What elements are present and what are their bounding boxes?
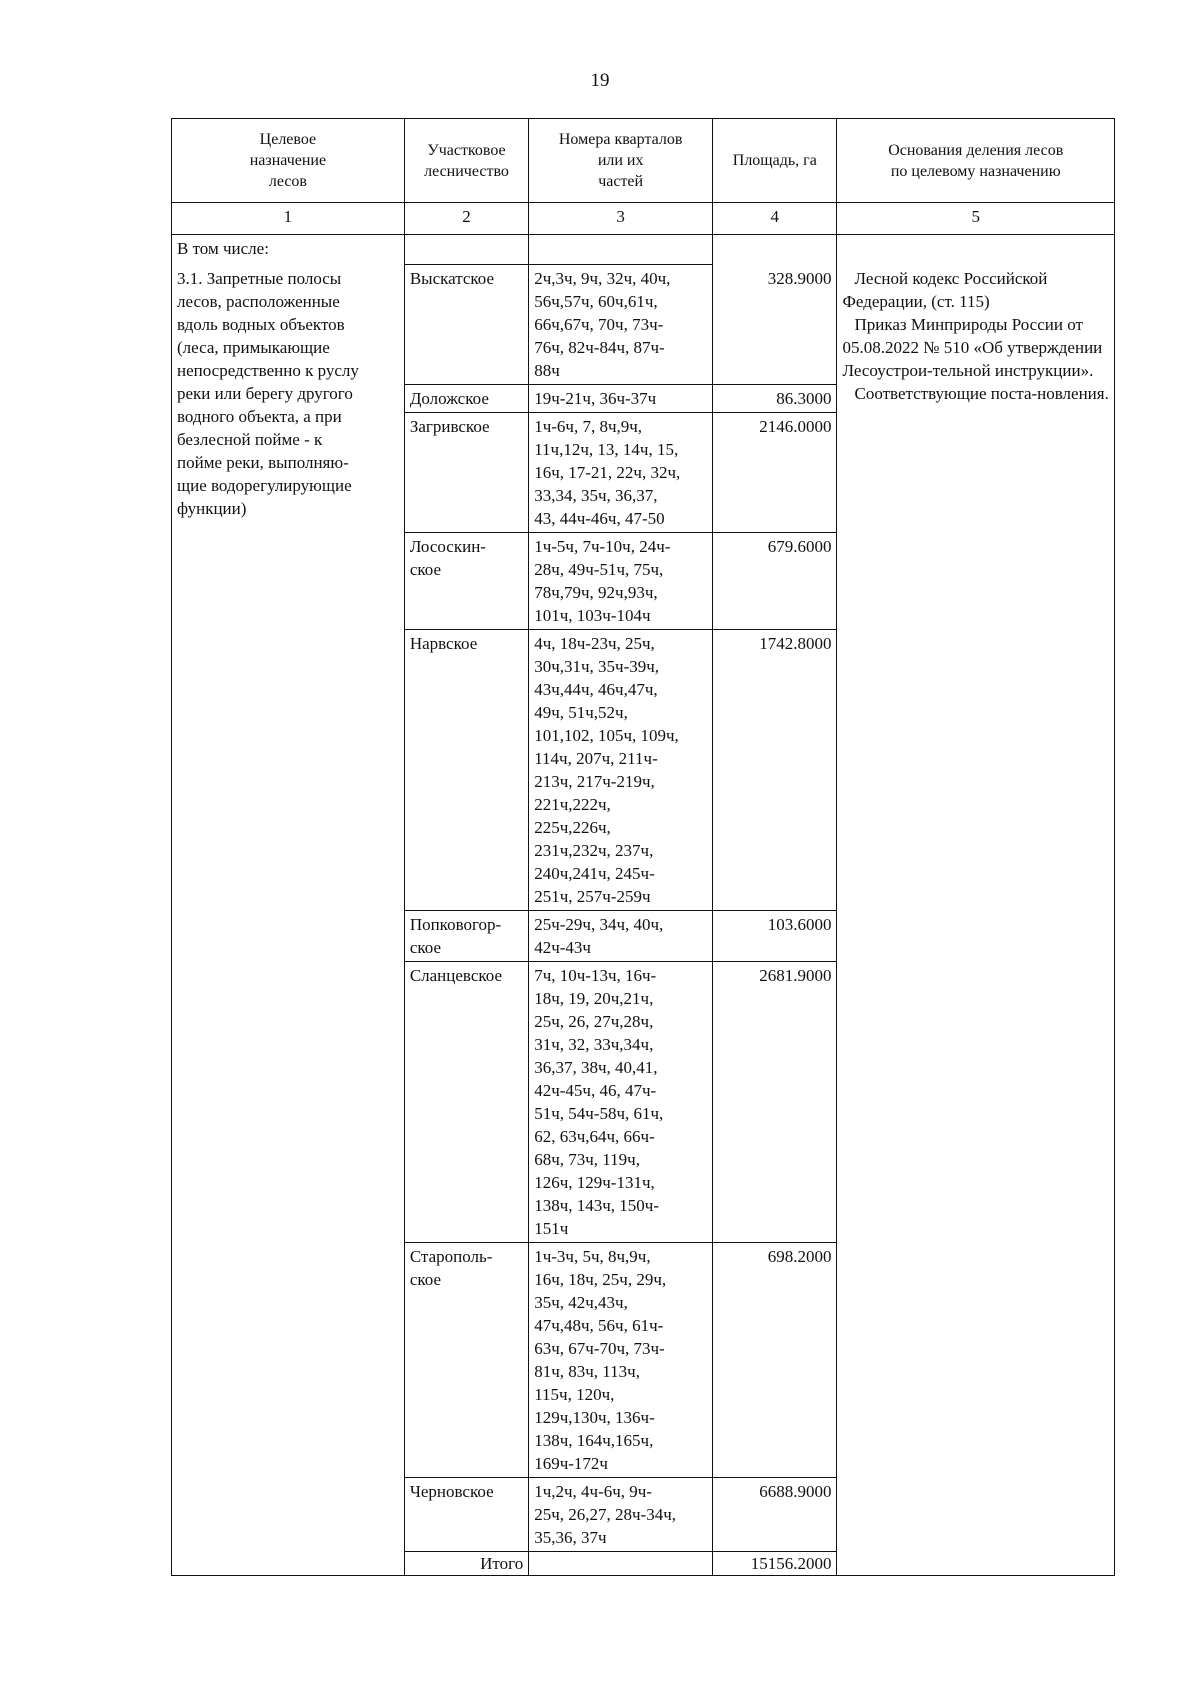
- header-forestry: Участковое лесничество: [404, 119, 528, 203]
- quarters-cell: 2ч,3ч, 9ч, 32ч, 40ч, 56ч,57ч, 60ч,61ч, 66ч,67ч, 70ч, 73ч- 76ч, 82ч-84ч, 87ч- 88ч: [529, 265, 713, 385]
- basis-line: Соответствующие поста-новления.: [854, 383, 1109, 403]
- header-basis: Основания деления лесов по целевому назначению: [837, 119, 1115, 203]
- purpose-cell: 3.1. Запретные полосы лесов, расположенные вдоль водных объектов (леса, примыкающие непосредственно к руслу реки или берегу другого водного объекта, а при безлесной пойме - к пойме реки, выполняю- щие водорегулирующие функции): [172, 265, 405, 1576]
- area-cell: 2681.9000: [713, 962, 837, 1243]
- empty-cell: [529, 235, 713, 265]
- area-cell: 2146.0000: [713, 413, 837, 533]
- forestry-cell: Старополь- ское: [404, 1243, 528, 1478]
- forestry-cell: Лососкин- ское: [404, 533, 528, 630]
- basis-line: Приказ Минприроды России от 05.08.2022 № 510 «Об утверждении Лесоустрои-тельной инструкции».: [842, 314, 1103, 380]
- area-cell: 86.3000: [713, 385, 837, 413]
- empty-cell: [837, 235, 1115, 265]
- basis-cell: [837, 265, 1115, 1576]
- area-cell: 1742.8000: [713, 630, 837, 911]
- area-cell: 698.2000: [713, 1243, 837, 1478]
- total-area: 15156.2000: [713, 1552, 837, 1576]
- column-number: 4: [713, 203, 837, 235]
- column-number-row: [172, 203, 1115, 235]
- column-number: 2: [404, 203, 528, 235]
- page-number: 19: [590, 70, 610, 91]
- empty-cell: [713, 235, 837, 265]
- quarters-cell: 1ч-5ч, 7ч-10ч, 24ч- 28ч, 49ч-51ч, 75ч, 78ч,79ч, 92ч,93ч, 101ч, 103ч-104ч: [529, 533, 713, 630]
- area-cell: 328.9000: [713, 265, 837, 385]
- quarters-cell: 1ч-6ч, 7, 8ч,9ч, 11ч,12ч, 13, 14ч, 15, 16ч, 17-21, 22ч, 32ч, 33,34, 35ч, 36,37, 43, 44ч-46ч, 47-50: [529, 413, 713, 533]
- forest-purpose-table: [171, 118, 1115, 1576]
- forestry-cell: Доложское: [404, 385, 528, 413]
- quarters-cell: 1ч,2ч, 4ч-6ч, 9ч- 25ч, 26,27, 28ч-34ч, 35,36, 37ч: [529, 1478, 713, 1552]
- forestry-cell: Попковогор- ское: [404, 911, 528, 962]
- forestry-cell: Загривское: [404, 413, 528, 533]
- empty-cell: [404, 235, 528, 265]
- area-cell: 679.6000: [713, 533, 837, 630]
- quarters-cell: 19ч-21ч, 36ч-37ч: [529, 385, 713, 413]
- column-number: 3: [529, 203, 713, 235]
- forestry-cell: Сланцевское: [404, 962, 528, 1243]
- forestry-cell: Черновское: [404, 1478, 528, 1552]
- quarters-cell: 1ч-3ч, 5ч, 8ч,9ч, 16ч, 18ч, 25ч, 29ч, 35ч, 42ч,43ч, 47ч,48ч, 56ч, 61ч- 63ч, 67ч-70ч, 73ч- 81ч, 83ч, 113ч, 115ч, 120ч, 129ч,130ч, 136ч- 138ч, 164ч,165ч, 169ч-172ч: [529, 1243, 713, 1478]
- forestry-cell: Нарвское: [404, 630, 528, 911]
- header-purpose: Целевое назначение лесов: [172, 119, 405, 203]
- table-header-row: [172, 119, 1115, 203]
- area-cell: 6688.9000: [713, 1478, 837, 1552]
- column-number: 5: [837, 203, 1115, 235]
- empty-cell: [529, 1552, 713, 1576]
- header-quarters: Номера кварталов или их частей: [529, 119, 713, 203]
- table-row: [172, 265, 1115, 385]
- total-label: Итого: [404, 1552, 528, 1576]
- quarters-cell: 25ч-29ч, 34ч, 40ч, 42ч-43ч: [529, 911, 713, 962]
- header-area: Площадь, га: [713, 119, 837, 203]
- area-cell: 103.6000: [713, 911, 837, 962]
- column-number: 1: [172, 203, 405, 235]
- subtitle-cell: В том числе:: [172, 235, 405, 265]
- basis-line: Лесной кодекс Российской Федерации, (ст. 115): [842, 268, 1048, 311]
- subtitle-row: [172, 235, 1115, 265]
- quarters-cell: 7ч, 10ч-13ч, 16ч- 18ч, 19, 20ч,21ч, 25ч, 26, 27ч,28ч, 31ч, 32, 33ч,34ч, 36,37, 38ч, 40,41, 42ч-45ч, 46, 47ч- 51ч, 54ч-58ч, 61ч, 62, 63ч,64ч, 66ч- 68ч, 73ч, 119ч, 126ч, 129ч-131ч, 138ч, 143ч, 150ч- 151ч: [529, 962, 713, 1243]
- quarters-cell: 4ч, 18ч-23ч, 25ч, 30ч,31ч, 35ч-39ч, 43ч,44ч, 46ч,47ч, 49ч, 51ч,52ч, 101,102, 105ч, 109ч, 114ч, 207ч, 211ч- 213ч, 217ч-219ч, 221ч,222ч, 225ч,226ч, 231ч,232ч, 237ч, 240ч,241ч, 245ч- 251ч, 257ч-259ч: [529, 630, 713, 911]
- forestry-cell: Выскатское: [404, 265, 528, 385]
